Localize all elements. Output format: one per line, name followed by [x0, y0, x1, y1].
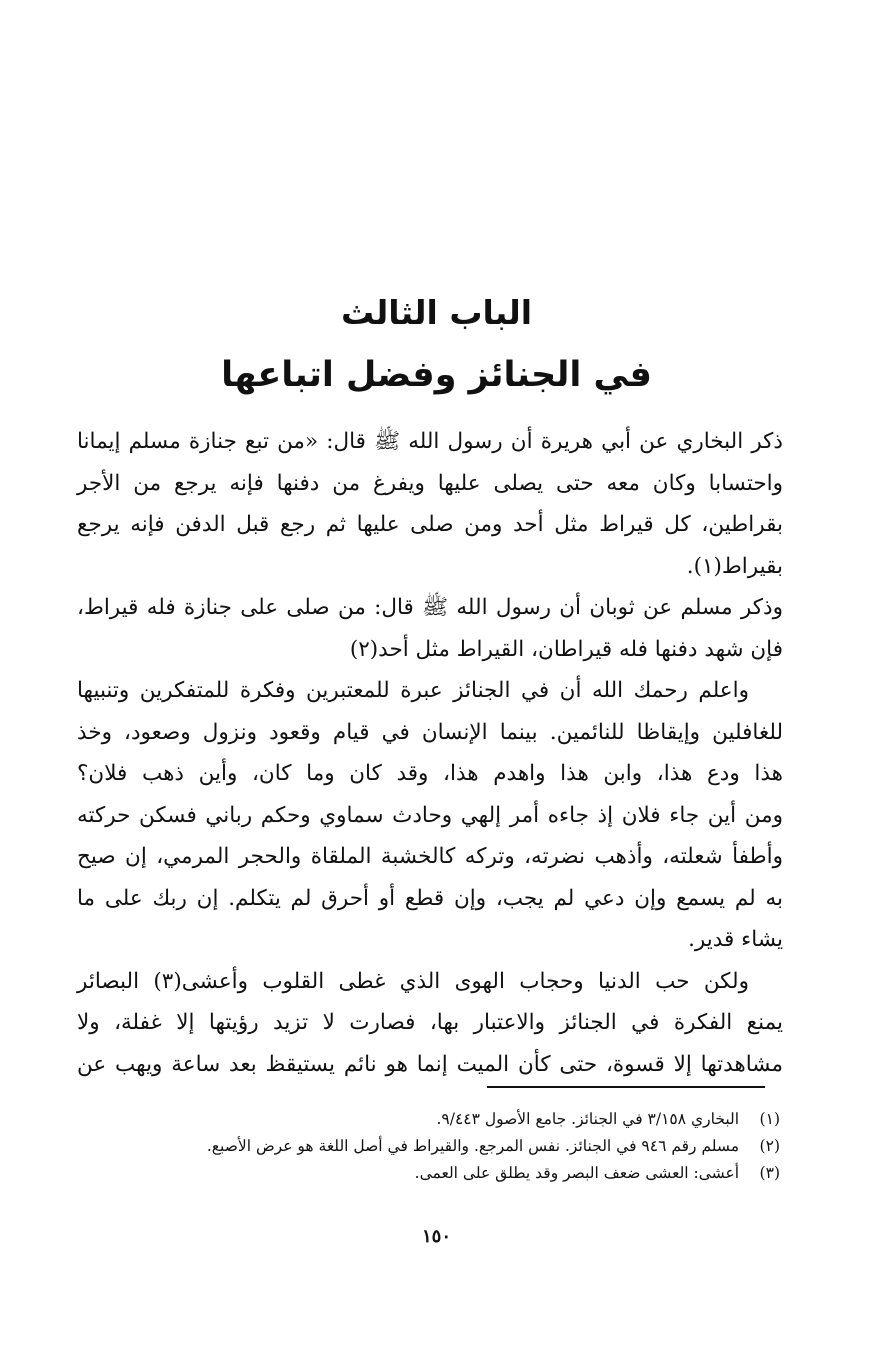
text-line: يمنع الفكرة في الجنائز والاعتبار بها، فصارت لا تزيد رؤيتها إلا غفلة، ولا: [77, 1010, 783, 1035]
paragraph-hadith-muslim: [77, 587, 783, 670]
text-line: به لم يسمع وإن دعي لم يجب، وإن قطع أو أحرق لم يتكلم. إن ربك على ما: [77, 885, 783, 911]
text-line: يشاء قدير.: [688, 927, 783, 952]
footnote-divider: [487, 1086, 765, 1088]
text-line: ومن أين جاء فلان إذ جاءه أمر إلهي وحادث سماوي وحكم رباني فسكن حركته: [77, 802, 783, 828]
footnote-1: [80, 1106, 780, 1133]
chapter-heading: [0, 282, 873, 406]
text-line: فإن شهد دفنها فله قيراطان، القيراط مثل أحد(٢): [349, 636, 783, 662]
text-line: وذكر مسلم عن ثوبان أن رسول الله ﷺ قال: من صلى على جنازة فله قيراط،: [77, 595, 783, 620]
footnote-number: (١): [759, 1110, 780, 1128]
text-line: مشاهدتها إلا قسوة، حتى كأن الميت إنما هو نائم يستيقظ بعد ساعة ويهب عن: [77, 1051, 783, 1077]
text-line: وأطفأ شعلته، وأذهب نضرته، وتركه كالخشبة الملقاة والحجر المرمي، إن صيح: [77, 844, 783, 869]
body-text: [77, 421, 783, 1085]
footnote-number: (٣): [759, 1164, 780, 1182]
text-line: للغافلين وإيقاظا للنائمين. بينما الإنسان في قيام وقعود ونزول وصعود، وخذ: [77, 719, 783, 745]
footnote-text: البخاري ٣/١٥٨ في الجنائز. جامع الأصول ٩/٤٤٣.: [436, 1110, 740, 1128]
footnote-2: [80, 1133, 780, 1160]
paragraph-reflection: [77, 670, 783, 961]
page-number: ١٥٠: [421, 1226, 451, 1247]
chapter-title: في الجنائز وفضل اتباعها: [221, 355, 652, 395]
footnote-3: [80, 1160, 780, 1187]
paragraph-hadith-bukhari: [77, 421, 783, 587]
text-line: واحتسابا وكان معه حتى يصلى عليها ويفرغ من دفنها فإنه يرجع من الأجر: [77, 470, 783, 496]
text-line: ولكن حب الدنيا وحجاب الهوى الذي غطى القلوب وأعشى(٣) البصائر: [77, 968, 749, 994]
text-line: بقراطين، كل قيراط مثل أحد ومن صلى عليها ثم رجع قبل الدفن فإنه يرجع: [77, 512, 783, 537]
paragraph-worldly-love: [77, 961, 783, 1086]
text-line: ذكر البخاري عن أبي هريرة أن رسول الله ﷺ قال: «من تبع جنازة مسلم إيمانا: [77, 429, 783, 454]
footnote-text: أعشى: العشى ضعف البصر وقد يطلق على العمى.: [414, 1164, 740, 1182]
footnote-text: مسلم رقم ٩٤٦ في الجنائز. نفس المرجع. والقيراط في أصل اللغة هو عرض الأصبع.: [206, 1137, 740, 1155]
chapter-number: الباب الثالث: [340, 293, 533, 332]
text-line: بقيراط(١).: [686, 553, 783, 579]
text-line: هذا ودع هذا، وابن هذا واهدم هذا، وقد كان وما كان، وأين ذهب فلان؟: [77, 761, 783, 786]
text-line: واعلم رحمك الله أن في الجنائز عبرة للمعتبرين وفكرة للمتفكرين وتنبيها: [77, 678, 749, 703]
footnote-number: (٢): [759, 1137, 780, 1155]
footnotes: [80, 1106, 780, 1187]
